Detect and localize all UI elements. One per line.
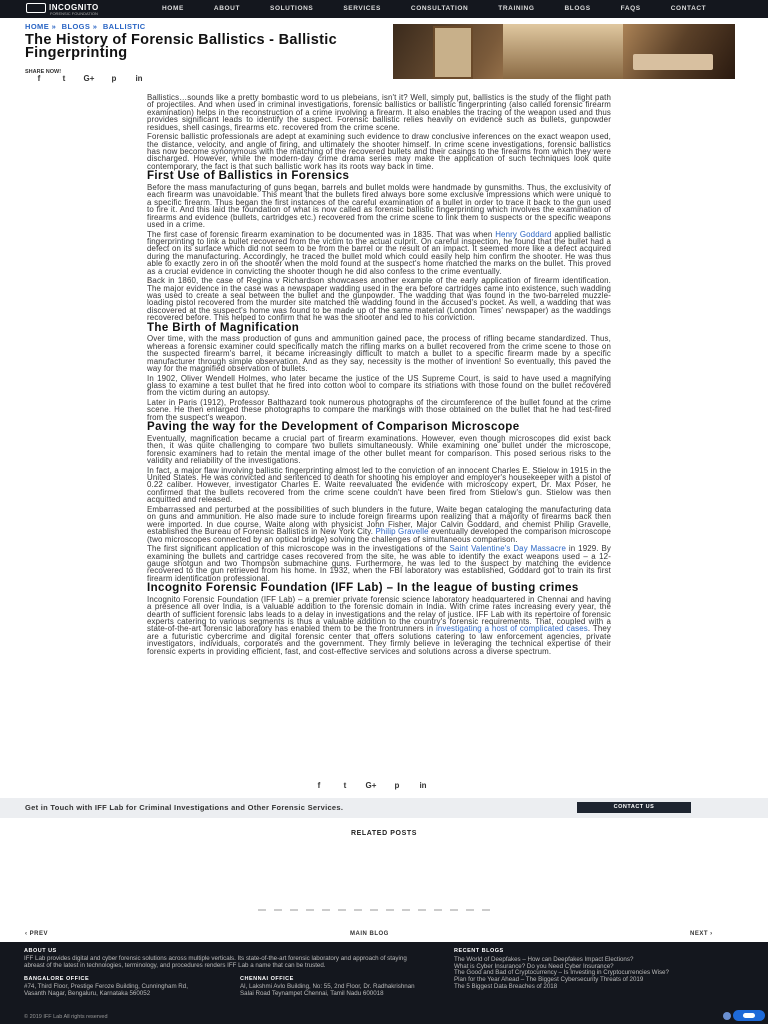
recent-blog-link[interactable]: The 5 Biggest Data Breaches of 2018 <box>454 982 558 990</box>
section-heading: First Use of Ballistics in Forensics <box>147 170 350 183</box>
nav-consultation[interactable]: CONSULTATION <box>410 5 469 12</box>
carousel-dot[interactable] <box>450 909 458 911</box>
carousel-dot[interactable] <box>434 909 442 911</box>
facebook-icon[interactable]: f <box>317 781 321 790</box>
section-heading: The Birth of Magnification <box>147 321 300 334</box>
twitter-icon[interactable]: t <box>62 74 66 83</box>
valentines-massacre-link[interactable]: Saint Valentine's Day Massacre <box>449 544 567 554</box>
carousel-dot[interactable] <box>306 909 314 911</box>
article-paragraph: Back in 1860, the case of Regina v Richardson showcases another example of the early application of firearm identification. The major evidence in the case was a newspaper wadding used in the era before cartridges came into existence, such wadding was used to create a seal between the bullet and the gunpowder. The wadding that was found in the two-barreled muzzle-loading pistol recovered from the murder site matched the wadding found in the accused's pocket. As well, a wadding that was discovered at the suspect's home was found to be made up of the same material (London Times' newspaper) as the waddings recovered before. This helped to confirm that he was the shooter and led to his conviction. <box>147 276 611 323</box>
logo-text: INCOGNITO <box>49 3 99 13</box>
footer <box>0 942 768 1024</box>
linkedin-icon[interactable]: in <box>419 781 427 790</box>
bottom-share-icons <box>313 781 429 790</box>
breadcrumb-home[interactable]: HOME » <box>25 22 57 31</box>
nav-home[interactable]: HOME <box>162 5 184 12</box>
share-icons <box>33 74 145 83</box>
carousel-dot[interactable] <box>354 909 362 911</box>
contact-us-button[interactable]: CONTACT US <box>577 802 691 813</box>
pinterest-icon[interactable]: p <box>394 781 400 790</box>
article-paragraph <box>147 545 611 582</box>
text-span: The first case of forensic firearm examination to be documented was in 1835. That was when <box>147 229 496 239</box>
pinterest-icon[interactable]: p <box>111 74 117 83</box>
text-span: . They are a futuristic cybercrime and digital forensic center that offers solutions catering to law enforcement agencies, private investigators, individuals, corporates and the government. They firmly believe in leveraging the technical expertise of their forensic experts in providing efficient, fast, and cost-effective services and solutions across a diverse spectrum. <box>147 624 612 656</box>
logo-subtitle: FORENSIC FOUNDATION <box>50 11 98 16</box>
breadcrumb-blogs[interactable]: BLOGS » <box>61 22 98 31</box>
cta-banner <box>0 798 768 818</box>
facebook-icon[interactable]: f <box>37 74 41 83</box>
text-span: applied ballistic fingerprinting to link a bullet recovered from the victim to the actual culprit. On careful inspection, he found that the bullet had a defect on its surface which did not seem to be from the barrel or the result of an impact. It seemed more like a defect acquired during the manufacturing. Accordingly, he traced the bullet mold which could easily help him confirm the shooter. He was thus able to exactly zero in on the shooter when the mold found at the suspect's home matched the marks on the bullet. This proved as a crucial evidence in convicting the shooter though he did also confess to the crime eventually. <box>147 229 612 276</box>
henry-goddard-link[interactable]: Henry Goddard <box>495 229 552 239</box>
article-paragraph: In fact, a major flaw involving ballistic fingerprinting almost led to the conviction of an innocent Charles E. Stielow in 1915 in the United States. He was convicted and sentenced to death for shooting his employer and employer's housekeeper with a pistol of 0.22 caliber. However, investigator Charles E. Waite reevaluated the evidence with microscopy expert, Dr. Max Poser, he confirmed that the bullets recovered from the crime scene couldn't have been fired from Stielow's gun. Stielow was then acquitted and released. <box>147 465 611 505</box>
article-body <box>147 94 611 657</box>
footer-chennai-address: Al, Lakshmi Avlo Building, No: 55, 2nd Floor, Dr. Radhakrishnan Salai Road Teynampet Chennai, Tamil Nadu 600018 <box>240 983 415 997</box>
carousel-dot[interactable] <box>274 909 282 911</box>
footer-chennai-title: CHENNAI OFFICE <box>240 976 294 982</box>
recent-blog-link[interactable]: The World of Deepfakes – How can Deepfakes Impact Elections? <box>454 956 634 963</box>
text-span: Embarrassed and perturbed at the possibilities of such blunders in the future, Waite began cataloging the manufacturing data on guns and ammunition. He also made sure to include foreign firearms upon realizing that a majority of firearms back then were imported. In due course, Waite along with physicist John Fisher, Major Calvin Goddard, and chemist Philip Gravelle, established the Bureau of Forensic Ballistics in New York City. <box>147 504 611 537</box>
hero-room-shape <box>503 24 623 79</box>
article-paragraph: Eventually, magnification became a crucial part of firearm examinations. However, even though microscopes did exist back then, it was quite challenging to compare two bullets simultaneously. While examining one bullet under the microscope, forensic examiners had to retain the mental image of the other bullet meant for comparison. This posed serious risks to the validity and reliability of the investigations. <box>147 433 611 466</box>
text-span: eventually developed the comparison microscope (two microscopes connected by an optical bridge) solving the challenges of simultaneous comparison. <box>147 527 611 544</box>
section-heading: Paving the way for the Development of Comparison Microscope <box>147 421 520 434</box>
article-paragraph <box>147 231 611 275</box>
footer-recent-title: RECENT BLOGS <box>454 948 504 954</box>
twitter-icon[interactable]: t <box>343 781 347 790</box>
carousel-dots <box>258 909 490 911</box>
carousel-dot[interactable] <box>466 909 474 911</box>
linkedin-icon[interactable]: in <box>135 74 143 83</box>
main-blog-link[interactable]: MAIN BLOG <box>350 931 389 937</box>
google-plus-icon[interactable]: G+ <box>365 781 377 790</box>
cta-text: Get in Touch with IFF Lab for Criminal Investigations and Other Forensic Services. <box>25 803 344 812</box>
carousel-dot[interactable] <box>482 909 490 911</box>
main-nav <box>162 5 706 12</box>
article-paragraph: Forensic ballistic professionals are adept at examining such evidence to draw conclusive inferences on the exact weapon used, the distance, velocity, and angle of firing, and ultimately the shooter himself. In crime scene investigations, forensic ballistics has now become synonymous with the matching of the recovered bullets and their casings to the firearms from which they were discharged. However, while the modern-day crime drama series may make the application of such techniques look quite contemporary, the fact is that such ballistic work has its roots way back in time. <box>147 132 611 171</box>
hero-door-shape <box>433 26 473 79</box>
text-span: Incognito Forensic Foundation (IFF Lab) – a premier private forensic science laboratory headquartered in Chennai and having a presence all over India, is a valuable addition to the forensic domain in India. With crime rates increasing every year, the dearth of sufficient forensic labs leads to a delay in investigations and the relay of justice. IFF Lab with its repertoire of forensic experts catering to various segments is thus a valuable addition to the country's forensic requirements. That, coupled with a state-of-the-art forensic laboratory has enabled them to be the frontrunners in <box>147 594 611 634</box>
footer-about-text: IFF Lab provides digital and cyber forensic solutions across multiple verticals. Its state-of-the-art forensic laboratory and approach of staying abreast of the latest in technologies, terminology, and procedures renders IFF Lab a name that can be trusted. <box>24 955 407 969</box>
share-label: SHARE NOW! <box>25 69 62 75</box>
article-paragraph: Before the mass manufacturing of guns began, barrels and bullet molds were handmade by gunsmiths. Thus, the exclusivity of each firearm was unavoidable. This meant that the bullets fired always bore some exclusive impressions which were unique to a specific firearm. Thus began the first instances of the careful examination of a bullet in order to trace it back to the gun used to fire it. And this laid the foundation of what is now called as forensic ballistic fingerprinting which involves the examination of firearms and evidence (bullets, cartridges etc.) recovered from the crime scene to link them to suspects or the specific weapons used in a crime. <box>147 182 611 229</box>
top-navbar <box>0 0 768 18</box>
scroll-top-icon[interactable] <box>723 1012 731 1020</box>
recent-blogs-list <box>454 957 669 991</box>
text-span: The first significant application of this microscope was in the investigations of the <box>147 544 450 554</box>
related-posts-heading: RELATED POSTS <box>350 830 417 837</box>
nav-training[interactable]: TRAINING <box>498 5 535 12</box>
hero-tool-shape <box>633 54 713 70</box>
article-paragraph <box>147 596 611 655</box>
carousel-dot[interactable] <box>338 909 346 911</box>
nav-services[interactable]: SERVICES <box>343 5 381 12</box>
complicated-cases-link[interactable]: investigating a host of complicated cases <box>435 624 588 634</box>
article-paragraph: Later in Paris (1912), Professor Balthazard took numerous photographs of the circumference of the bullet found at the crime scene. He then enlarged these photographs to compare the markings with those obtained on the bullet that he had test-fired from the suspect's weapon. <box>147 397 611 422</box>
article-paragraph <box>147 506 611 543</box>
text-span: in 1929. By examining the bullets and cartridge cases recovered from the site, he was able to identify the exact weapons used – a 12-gauge shotgun and two Thompson submachine guns. Furthermore, he was led to the suspect by matching the evidence recovered to the gun retrieved from his home. In 1932, when the FBI laboratory was established, Goddard got to train its first firearm identification professional. <box>147 544 611 583</box>
nav-faqs[interactable]: FAQS <box>620 5 641 12</box>
footer-about-title: ABOUT US <box>24 948 57 954</box>
section-heading: Incognito Forensic Foundation (IFF Lab) – In the league of busting crimes <box>147 582 579 595</box>
logo-mark-icon <box>26 3 46 13</box>
next-post-link[interactable]: NEXT › <box>690 931 713 937</box>
recent-blog-link[interactable]: The Good and Bad of Cryptocurrency – Is Investing in Cryptocurrencies Wise? <box>454 969 669 977</box>
copyright: © 2019 IFF Lab All rights reserved <box>24 1014 108 1020</box>
article-paragraph: Over time, with the mass production of guns and ammunition gained pace, the process of rifling became standardized. Thus, whereas a forensic examiner could specifically match the rifling marks on a bullet recovered from the crime scene to those on the suspected firearm's barrel, it became increasingly difficult to match a bullet to a specific firearm made by a specific manufacturer through simple observation. And as they say, necessity is the mother of invention! So eventually, this paved the way for the magnified observation of bullets. <box>147 334 611 373</box>
philip-gravelle-link[interactable]: Philip Gravelle <box>375 527 429 537</box>
article-paragraph: In 1902, Oliver Wendell Holmes, who later became the justice of the US Supreme Court, is said to have used a magnifying glass to examine a test bullet that he fired into cotton wool to compare its striations with those found on the bullet recovered from the victim during an autopsy. <box>147 373 611 398</box>
hero-image <box>393 24 735 79</box>
carousel-dot[interactable] <box>290 909 298 911</box>
carousel-dot[interactable] <box>370 909 378 911</box>
breadcrumb-current: BALLISTIC <box>102 22 146 31</box>
article-paragraph: Ballistics…sounds like a pretty bombastic word to us plebeians, isn't it? Well, simply put, ballistics is the study of the flight path of projectiles. And when used in criminal investigations, forensic ballistics or ballistic fingerprinting (also called forensic firearm examination) helps in the reconstruction of a crime involving a firearm. It also enables the tracing of the weapon used and thus provides significant leads to identify the suspect. Forensic ballistic relies heavily on evidence such as bullets, gunpowder residues, shell casings, firearms etc. recovered from the crime scene. <box>147 93 611 132</box>
breadcrumb <box>25 22 149 31</box>
footer-bangalore-title: BANGALORE OFFICE <box>24 976 90 982</box>
nav-contact[interactable]: CONTACT <box>670 5 707 12</box>
nav-solutions[interactable]: SOLUTIONS <box>270 5 314 12</box>
google-plus-icon[interactable]: G+ <box>83 74 95 83</box>
footer-bangalore-address: #74, Third Floor, Prestige Feroze Building, Cunningham Rd, Vasanth Nagar, Bengaluru, Karnataka 560052 <box>24 983 188 997</box>
carousel-dot[interactable] <box>418 909 426 911</box>
carousel-dot[interactable] <box>386 909 394 911</box>
carousel-dot[interactable] <box>402 909 410 911</box>
page-title: The History of Forensic Ballistics - Ballistic Fingerprinting <box>25 32 337 61</box>
carousel-dot[interactable] <box>258 909 266 911</box>
carousel-dot[interactable] <box>322 909 330 911</box>
recent-blog-link[interactable]: What is Cyber Insurance? Do you Need Cyber Insurance? <box>454 962 614 970</box>
nav-about[interactable]: ABOUT <box>213 5 241 12</box>
chat-widget-button[interactable] <box>733 1010 765 1021</box>
recent-blog-link[interactable]: Plan for the Year Ahead – The Biggest Cybersecurity Threats of 2019 <box>454 976 644 984</box>
prev-post-link[interactable]: ‹ PREV <box>25 931 49 937</box>
nav-blogs[interactable]: BLOGS <box>564 5 591 12</box>
